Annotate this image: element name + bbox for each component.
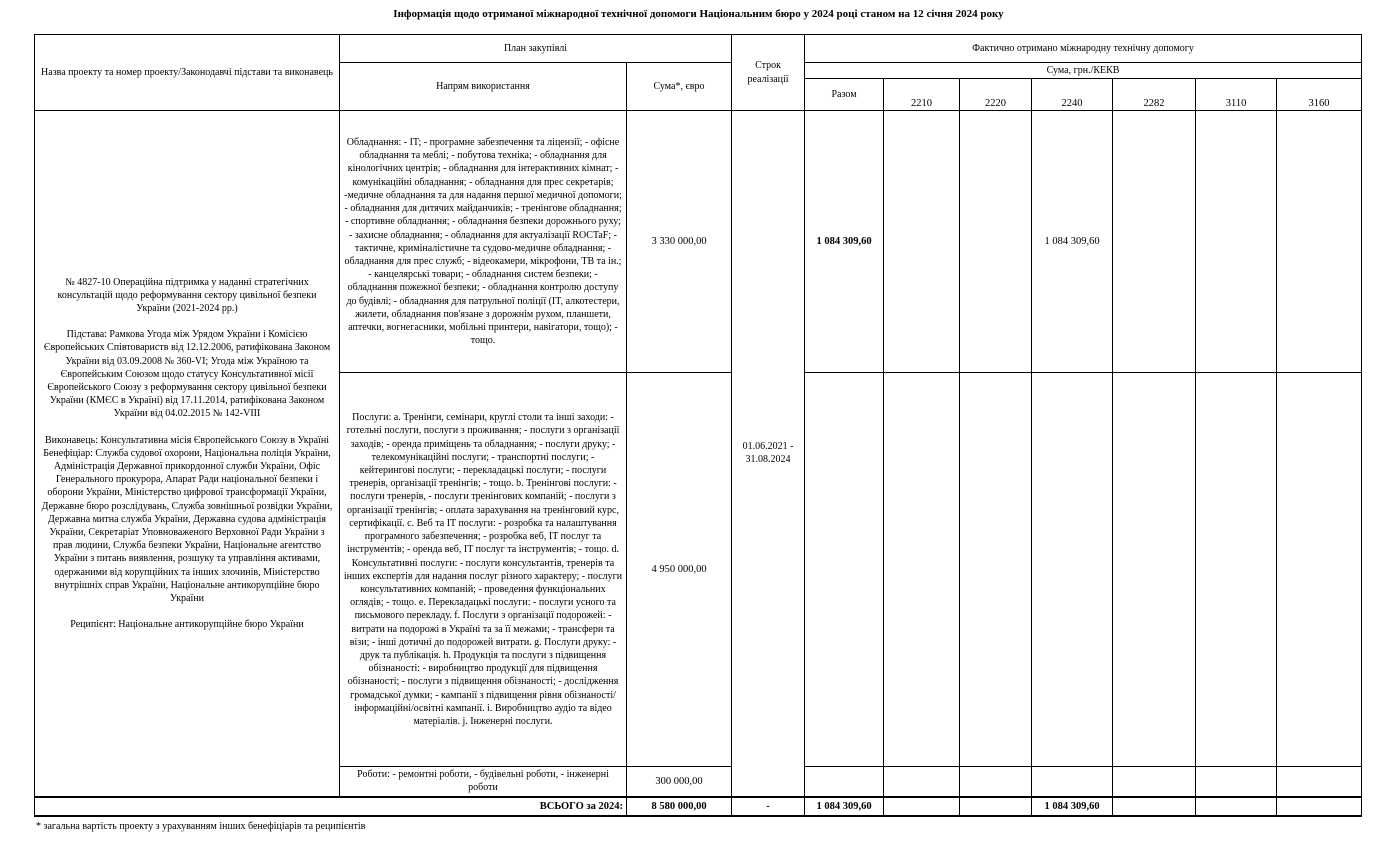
header-received: Фактично отримано міжнародну технічну допомогу xyxy=(805,35,1362,63)
total-term: - xyxy=(732,797,805,816)
total-equipment: 1 084 309,60 xyxy=(805,111,884,373)
technical-assistance-table xyxy=(34,34,1362,817)
project-basis: Підстава: Рамкова Угода між Урядом України і Комісією Європейських Співтовариств від 12.12.2006, ратифікована Законом України від 03.09.2008 № 360-VI; Угода між Україною та Європейським Союзом щодо статусу Консультативної місії Європейського Союзу з реформування сектору цивільної безпеки України (КМЄС в Україні) від 17.11.2014, ратифікована Законом України від 04.02.2015 № 142-VIII xyxy=(43,329,331,420)
project-term: 01.06.2021 - 31.08.2024 xyxy=(732,111,805,797)
total-sum-eur: 8 580 000,00 xyxy=(627,797,732,816)
header-direction: Напрям використання xyxy=(340,63,627,111)
kekv-2220-equipment xyxy=(960,111,1032,373)
footnote: * загальна вартість проекту з урахуванням інших бенефіціарів та реципієнтів xyxy=(36,821,366,832)
direction-services: Послуги: a. Тренінги, семінари, круглі столи та інші заходи: - готельні послуги, послуги з проживання; - послуги з організації заходів; - оренда приміщень та обладнання; - послуги друку; - телекомунікаційні послуги; - транспортні послуги; - кейтерингові послуги; - перекладацькі послуги; - послуги тренерів, організації тренінгів; - тощо. b. Тренінгові послуги: - послуги тренерів, - послуги тренінгових компаній; - послуги з організації тренінгів; - оплата зарахування на тренінговий курс, сертифікації. c. Веб та IT послуги: - розробка та налаштування програмного забезпечення; - розробка веб, IT послуг та інструментів; - оренда веб, IT послуг та інструментів; - тощо. d. Консультативні послуги: - послуги консультантів, тренерів та інших експертів для надання послуг різного характеру; - послуги консультативних компаній; - проведення функціональних оглядів; - тощо. e. Перекладацькі послуги: - послуги усного та письмового перекладу. f. Послуги з організації подорожей: - витрати на подорожі в Україні та за її межами; - трансфери та візи; - інші дотичні до подорожей витрати. g. Послуги друку: - друк та публікація. h. Продукція та послуги з підвищення обізнаності: - виробництво продукції для підвищення обізнаності; - послуги з підвищення обізнаності; - дослідження громадської думки; - кампанії з підвищення рівня обізнаності/ інформаційні/освітні кампанії. i. Виробництво аудіо та відео матеріалів. j. Інженерні послуги. xyxy=(340,373,627,767)
project-name: № 4827-10 Операційна підтримка у наданні стратегічних консультацій щодо реформування сектору цивільної безпеки України (2021-2024 рр.) xyxy=(57,276,317,314)
direction-works: Роботи: - ремонтні роботи, - будівельні роботи, - інженерні роботи xyxy=(340,767,627,797)
kekv-2240-services xyxy=(1032,373,1113,767)
kekv-2282-works xyxy=(1113,767,1196,797)
total-kekv-3160 xyxy=(1277,797,1362,816)
kekv-2220-services xyxy=(960,373,1032,767)
sum-eur-works: 300 000,00 xyxy=(627,767,732,797)
kekv-2240-equipment: 1 084 309,60 xyxy=(1032,111,1113,373)
project-executor: Виконавець: Консультативна місія Європейського Союзу в Україні Бенефіціар: Служба судової охорони, Національна поліція України, Адміністрація Державної прикордонної служби України, Офіс Генерального прокурора, Апарат Ради національної безпеки і оборони України, Міністерство цифрової трансформації України, Державне бюро розслідувань, Служба зовнішньої розвідки України, Державна митна служба України, Державна судова адміністрація України, Секретаріат Уповноваженого Верховної Ради України з прав людини, Служба безпеки України, Національне агентство України з питань виявлення, розшуку та управління активами, одержаними від корупційних та інших злочинів, Міністерство внутрішніх справ України, Національне антикорупційне бюро України xyxy=(41,434,333,604)
total-kekv-2282 xyxy=(1113,797,1196,816)
header-sum-eur: Сума*, євро xyxy=(627,63,732,111)
total-kekv-2220 xyxy=(960,797,1032,816)
total-works xyxy=(805,767,884,797)
sum-eur-services: 4 950 000,00 xyxy=(627,373,732,767)
total-services xyxy=(805,373,884,767)
header-code-2282: 2282 xyxy=(1113,79,1196,111)
header-code-3160: 3160 xyxy=(1277,79,1362,111)
header-code-2220: 2220 xyxy=(960,79,1032,111)
kekv-2240-works xyxy=(1032,767,1113,797)
total-uah: 1 084 309,60 xyxy=(805,797,884,816)
kekv-2220-works xyxy=(960,767,1032,797)
total-kekv-2240: 1 084 309,60 xyxy=(1032,797,1113,816)
total-kekv-3110 xyxy=(1196,797,1277,816)
document-title: Інформація щодо отриманої міжнародної технічної допомоги Національним бюро у 2024 році станом на 12 січня 2024 року xyxy=(393,8,1004,20)
kekv-3160-equipment xyxy=(1277,111,1362,373)
project-recipient: Реципієнт: Національне антикорупційне бюро України xyxy=(70,619,304,631)
kekv-2282-equipment xyxy=(1113,111,1196,373)
kekv-3110-works xyxy=(1196,767,1277,797)
total-kekv-2210 xyxy=(884,797,960,816)
header-total: Разом xyxy=(805,79,884,111)
total-label: ВСЬОГО за 2024: xyxy=(35,797,627,816)
direction-equipment: Обладнання: - IT; - програмне забезпечення та ліцензії; - офісне обладнання та меблі; - побутова техніка; - обладнання для кінологічних центрів; - обладнання для інтерактивних кімнат; - комунікаційні обладнання; - обладнання для прес секретарів; -медичне обладнання та для надання першої медичної допомоги; - обладнання для дитячих майданчиків; - тренінгове обладнання; - спортивне обладнання; - обладнання безпеки дорожнього руху; - захисне обладнання; - обладнання для актуалізації ROCTaF; - тактичне, криміналістичне та судово-медичне обладнання; - обладнання для прес служб; - відеокамери, мікрофони, ТВ та ін.; - канцелярські товари; - обладнання систем безпеки; - обладнання пожежної безпеки; - обладнання контролю доступу до будівлі; - обладнання для патрульної поліції (IT, алкотестери, жилети, обладнання пов'язане з дорожнім рухом, планшети, аптечки, вогнегасники, мобільні принтери, навігатори, тощо); - тощо. xyxy=(340,111,627,373)
header-sum-uah: Сума, грн./КЕКВ xyxy=(805,63,1362,79)
kekv-3110-equipment xyxy=(1196,111,1277,373)
header-code-2240: 2240 xyxy=(1032,79,1113,111)
project-description xyxy=(35,111,340,797)
kekv-2210-equipment xyxy=(884,111,960,373)
kekv-2210-services xyxy=(884,373,960,767)
kekv-3160-works xyxy=(1277,767,1362,797)
sum-eur-equipment: 3 330 000,00 xyxy=(627,111,732,373)
header-plan: План закупівлі xyxy=(340,35,732,63)
kekv-3160-services xyxy=(1277,373,1362,767)
header-project: Назва проекту та номер проекту/Законодавчі підстави та виконавець xyxy=(35,35,340,111)
kekv-3110-services xyxy=(1196,373,1277,767)
header-term: Строк реалізації xyxy=(732,35,805,111)
kekv-2210-works xyxy=(884,767,960,797)
header-code-2210: 2210 xyxy=(884,79,960,111)
kekv-2282-services xyxy=(1113,373,1196,767)
header-code-3110: 3110 xyxy=(1196,79,1277,111)
